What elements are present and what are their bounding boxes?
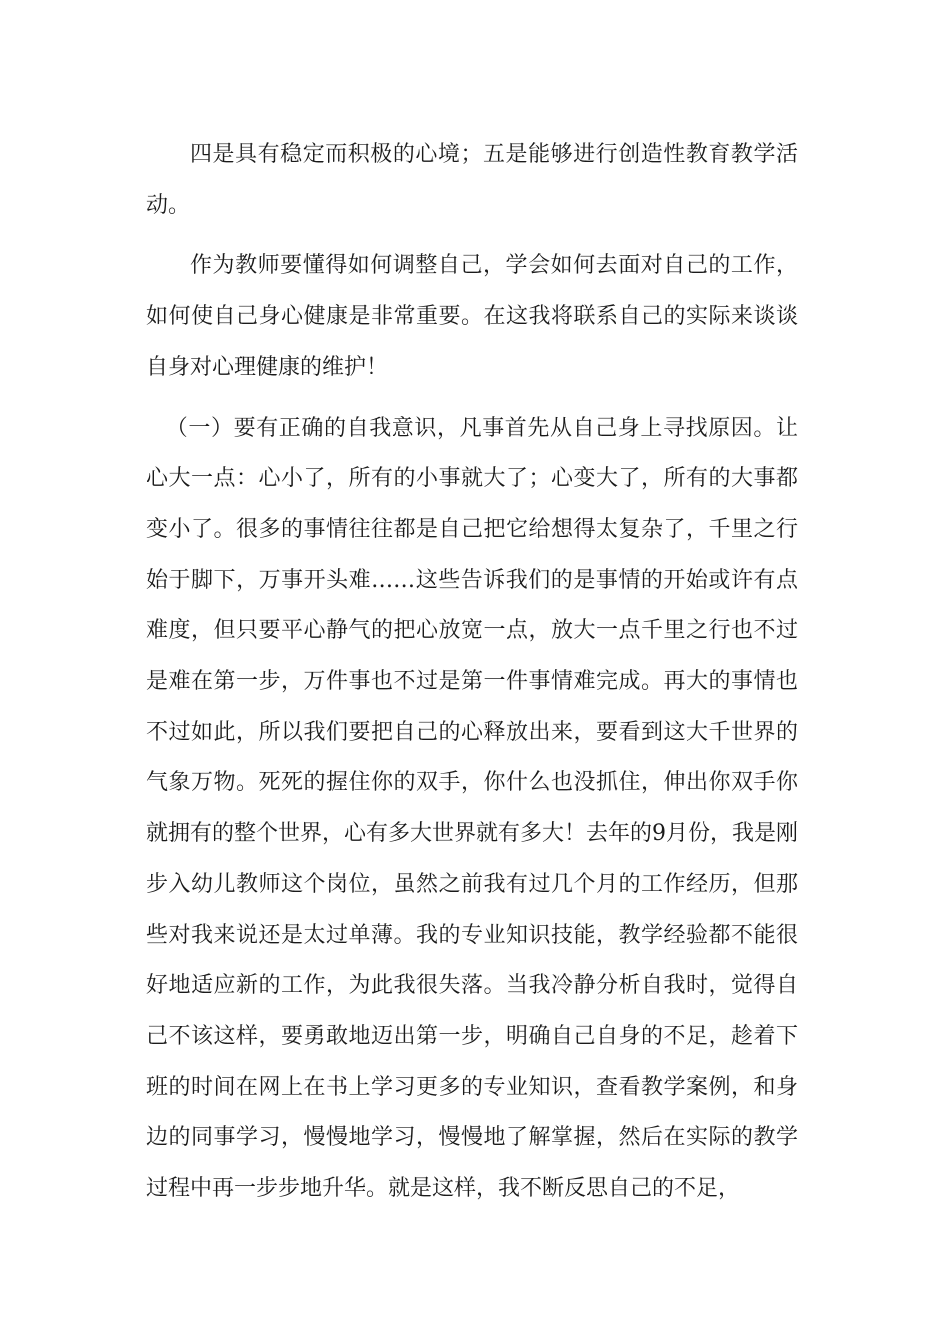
- document-body: [146, 130, 798, 1215]
- paragraph-3: （一）要有正确的自我意识，凡事首先从自己身上寻找原因。让心大一点：心小了，所有的小事就大了；心变大了，所有的大事都变小了。很多的事情往往都是自己把它给想得太复杂了，千里之行始于脚下，万事开头难……这些告诉我们的是事情的开始或许有点难度，但只要平心静气的把心放宽一点，放大一点千里之行也不过是难在第一步，万件事也不过是第一件事情难完成。再大的事情也不过如此，所以我们要把自己的心释放出来，要看到这大千世界的气象万物。死死的握住你的双手，你什么也没抓住，伸出你双手你就拥有的整个世界，心有多大世界就有多大！去年的9月份，我是刚步入幼儿教师这个岗位，虽然之前我有过几个月的工作经历，但那些对我来说还是太过单薄。我的专业知识技能，教学经验都不能很好地适应新的工作，为此我很失落。当我冷静分析自我时，觉得自己不该这样，要勇敢地迈出第一步，明确自己自身的不足，趁着下班的时间在网上在书上学习更多的专业知识，查看教学案例，和身边的同事学习，慢慢地学习，慢慢地了解掌握，然后在实际的教学过程中再一步步地升华。就是这样，我不断反思自己的不足，: [146, 415, 798, 1202]
- paragraph-2: 作为教师要懂得如何调整自己，学会如何去面对自己的工作，如何使自己身心健康是非常重要。在这我将联系自己的实际来谈谈自身对心理健康的维护！: [146, 253, 798, 380]
- paragraph-1: 四是具有稳定而积极的心境；五是能够进行创造性教育教学活动。: [146, 142, 798, 218]
